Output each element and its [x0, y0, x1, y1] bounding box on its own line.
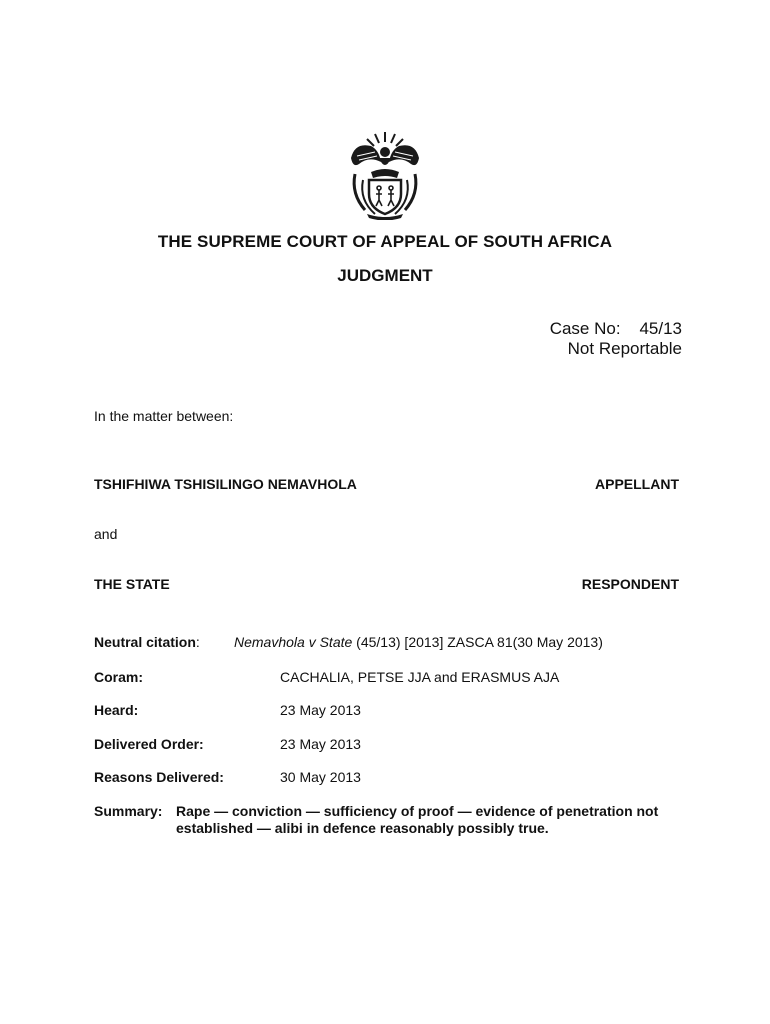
- delivered-order-label: Delivered Order:: [94, 736, 204, 752]
- respondent-role: RESPONDENT: [581, 576, 679, 592]
- conjunction: and: [94, 526, 118, 542]
- delivered-order-value: 23 May 2013: [280, 736, 361, 752]
- citation-reference: (45/13) [2013] ZASCA 81(30 May 2013): [352, 634, 603, 650]
- reportable-status: Not Reportable: [567, 339, 682, 358]
- coram-value: CACHALIA, PETSE JJA and ERASMUS AJA: [280, 669, 560, 685]
- reasons-delivered-label: Reasons Delivered:: [94, 769, 224, 785]
- coat-of-arms-icon: [345, 128, 425, 220]
- neutral-citation: [234, 634, 603, 650]
- appellant-name: TSHIFHIWA TSHISILINGO NEMAVHOLA: [94, 476, 357, 492]
- reasons-delivered-value: 30 May 2013: [280, 769, 361, 785]
- appellant-role: APPELLANT: [595, 476, 679, 492]
- heard-label: Heard:: [94, 702, 139, 718]
- coram-label: Coram:: [94, 669, 144, 685]
- respondent-name: THE STATE: [94, 576, 170, 592]
- citation-colon: :: [195, 634, 200, 650]
- case-number: Case No: 45/13: [549, 319, 682, 338]
- judgment-title: JUDGMENT: [337, 266, 433, 285]
- citation-label: Neutral citation: [94, 634, 196, 650]
- summary-label: Summary:: [94, 803, 163, 819]
- summary-text: Rape — conviction — sufficiency of proof — evidence of penetration not established — alibi in defence reasonably possibly true.: [176, 803, 659, 836]
- citation-case-name: Nemavhola v State: [234, 634, 353, 650]
- court-title: THE SUPREME COURT OF APPEAL OF SOUTH AFRICA: [157, 232, 613, 251]
- heard-value: 23 May 2013: [280, 702, 361, 718]
- citation-label-group: [94, 634, 200, 650]
- matter-intro: In the matter between:: [94, 408, 234, 424]
